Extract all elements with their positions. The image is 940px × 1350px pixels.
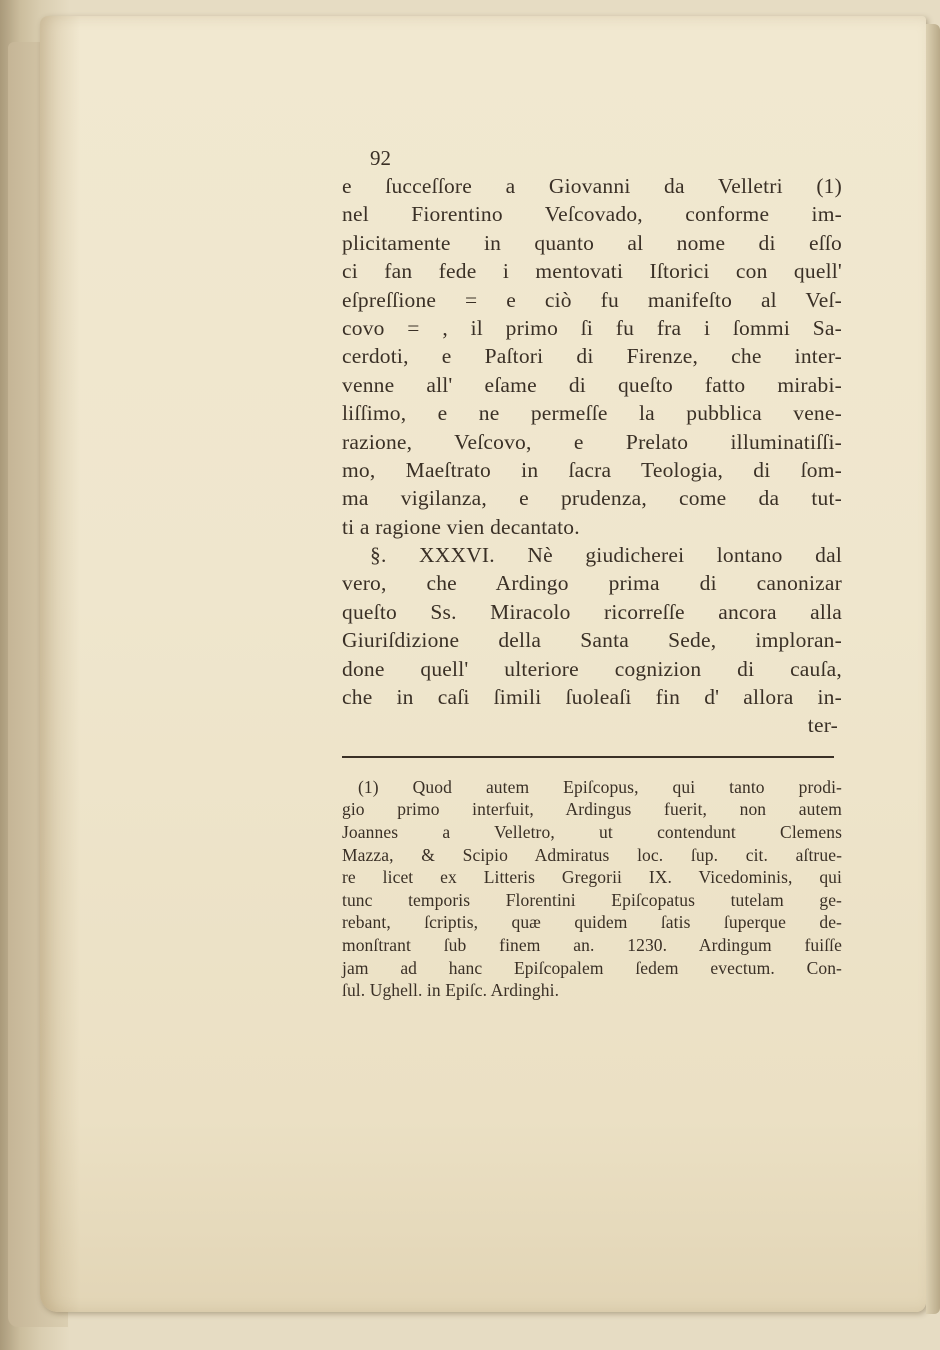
footnote-line: Joannes a Velletro, ut contendunt Clemens xyxy=(342,822,842,842)
footnote-line: jam ad hanc Epiſcopalem ſedem evectum. Con- xyxy=(342,957,842,978)
gutter-shadow xyxy=(40,16,80,1312)
body-line: queſto Ss. Miracolo ricorreſſe ancora alla xyxy=(342,599,842,624)
body-line: eſpreſſione = e ciò fu manifeſto al Veſ- xyxy=(342,287,842,312)
page-text-block xyxy=(342,146,842,1002)
page-edge xyxy=(926,24,940,1314)
footnote xyxy=(342,776,842,1002)
page-number: 92 xyxy=(370,146,391,170)
footnote-line: re licet ex Litteris Gregorii IX. Vicedominis, qui xyxy=(342,867,842,888)
catchword: ter- xyxy=(807,713,838,738)
footnote-line: monſtrant ſub finem an. 1230. Ardingum fuiſſe xyxy=(342,934,842,955)
footnote-line: ſul. Ughell. in Epiſc. Ardinghi. xyxy=(342,980,560,1001)
body-text xyxy=(342,172,842,740)
body-line: ci fan fede i mentovati Iſtorici con quell' xyxy=(342,259,842,284)
body-line: Giuriſdizione della Santa Sede, imploran- xyxy=(342,628,842,653)
body-line: done quell' ulteriore cognizion di cauſa, xyxy=(342,656,842,681)
body-line: liſſimo, e ne permeſſe la pubblica vene- xyxy=(342,401,842,426)
body-line: ti a ragione vien decantato. xyxy=(342,514,580,539)
footnote-line: gio primo interfuit, Ardingus fuerit, non autem xyxy=(342,799,842,820)
body-line: e ſucceſſore a Giovanni da Velletri (1) xyxy=(342,174,842,198)
body-line: razione, Veſcovo, e Prelato illuminatiſſi- xyxy=(342,429,842,454)
body-line: venne all' eſame di queſto fatto mirabi- xyxy=(342,372,842,397)
body-line: plicitamente in quanto al nome di eſſo xyxy=(342,230,842,255)
footnote-line: tunc temporis Florentini Epiſcopatus tutelam ge- xyxy=(342,889,842,910)
section-heading-line: §. XXXVI. Nè giudicherei lontano dal xyxy=(370,543,842,568)
body-line: nel Fiorentino Veſcovado, conforme im- xyxy=(342,202,842,227)
body-line: ma vigilanza, e prudenza, come da tut- xyxy=(342,486,842,511)
footnote-rule xyxy=(342,756,834,758)
body-line: mo, Maeſtrato in ſacra Teologia, di ſom- xyxy=(342,457,842,482)
body-line: vero, che Ardingo prima di canonizar xyxy=(342,571,842,596)
body-line: che in caſi ſimili ſuoleaſi fin d' allora in- xyxy=(342,685,842,710)
footnote-line: rebant, ſcriptis, quæ quidem ſatis ſuperque de- xyxy=(342,912,842,933)
body-line: covo = , il primo ſi fu fra i ſommi Sa- xyxy=(342,315,842,340)
body-line: cerdoti, e Paſtori di Firenze, che inter- xyxy=(342,344,842,369)
book-page xyxy=(40,16,926,1312)
footnote-line: (1) Quod autem Epiſcopus, qui tanto prodi- xyxy=(358,776,842,797)
footnote-line: Mazza, & Scipio Admiratus loc. ſup. cit. aſtrue- xyxy=(342,844,842,865)
